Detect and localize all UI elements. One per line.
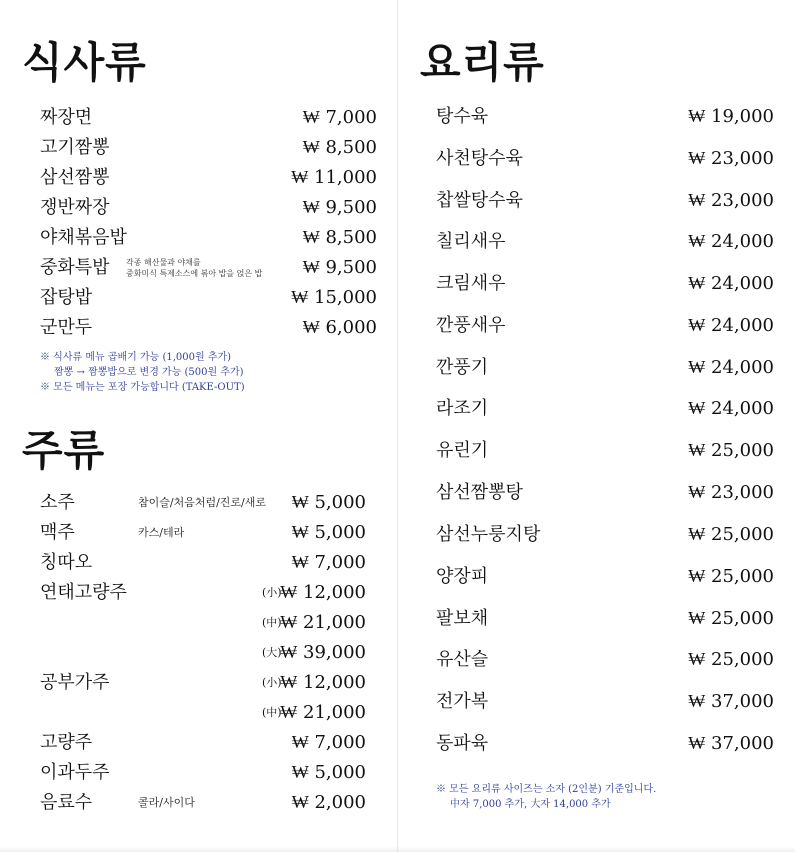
drink-brands: 참이슬/처음처럼/진로/새로 [138,496,267,509]
dish-price: ₩ 25,000 [688,608,774,629]
meal-price: ₩ 11,000 [291,167,377,188]
drink-price: ₩ 12,000 [280,672,366,693]
drink-price: ₩ 39,000 [280,642,366,663]
dish-name: 동파육 [436,733,489,754]
dish-item [436,354,774,382]
dish-name: 찹쌀탕수육 [436,190,523,211]
drink-name: 칭따오 [40,552,93,573]
drink-name: 음료수 [40,792,93,813]
drink-item [40,549,366,577]
footnote-line: 짬뽕 → 짬뽕밥으로 변경 가능 (500원 추가) [54,367,244,378]
meal-price: ₩ 15,000 [291,287,377,308]
meal-description-line: 각종 해산물과 야채를 [126,258,201,267]
drink-item [40,789,366,817]
meal-item [40,164,377,192]
drink-price: ₩ 12,000 [280,582,366,603]
dish-name: 깐풍새우 [436,315,506,336]
page-spine [397,0,398,852]
meal-price: ₩ 8,500 [302,227,377,248]
dish-item [436,312,774,340]
dish-name: 삼선누룽지탕 [436,524,541,545]
meal-price: ₩ 7,000 [302,107,377,128]
dish-item [436,479,774,507]
drink-item [40,669,366,697]
dish-item [436,228,774,256]
drink-price: ₩ 21,000 [280,612,366,633]
meal-name: 쟁반짜장 [40,197,110,218]
meal-item [40,134,377,162]
dish-price: ₩ 25,000 [688,524,774,545]
drink-name: 연태고량주 [40,582,127,603]
footnote-line: ※ 모든 메뉴는 포장 가능합니다 (TAKE-OUT) [40,382,245,393]
dish-name: 전가복 [436,691,489,712]
footnote-line: 中자 7,000 추가, 大자 14,000 추가 [450,799,611,810]
dishes-title: 요리류 [420,38,545,87]
drink-item [40,759,366,787]
dish-price: ₩ 24,000 [688,231,774,252]
footnote-line: ※ 식사류 메뉴 곱배기 가능 (1,000원 추가) [40,352,232,363]
drink-item [40,729,366,757]
drink-name: 소주 [40,492,75,513]
dish-item [436,730,774,758]
meal-item [40,254,377,282]
meal-name: 중화특밥 [40,257,110,278]
meals-title: 식사류 [22,38,147,87]
footnote-line: ※ 모든 요리류 사이즈는 소자 (2인분) 기준입니다. [436,784,657,795]
dish-name: 칠리새우 [436,231,506,252]
dish-name: 사천탕수육 [436,148,523,169]
drink-brands: 콜라/사이다 [138,796,195,809]
drink-name: 이과두주 [40,762,110,783]
dish-item [436,145,774,173]
drink-price: ₩ 2,000 [291,792,366,813]
dish-item [436,563,774,591]
dish-price: ₩ 25,000 [688,566,774,587]
dish-price: ₩ 23,000 [688,482,774,503]
meal-name: 짜장면 [40,107,93,128]
meal-description-line: 중화미식 특제소스에 볶아 밥을 얹은 밥 [126,269,263,278]
dish-item [436,521,774,549]
meal-price: ₩ 6,000 [302,317,377,338]
dish-price: ₩ 19,000 [688,106,774,127]
dish-item [436,605,774,633]
meal-item [40,194,377,222]
drink-price: ₩ 21,000 [280,702,366,723]
meal-price: ₩ 9,500 [302,197,377,218]
dish-price: ₩ 23,000 [688,190,774,211]
meal-name: 군만두 [40,317,93,338]
drink-name: 공부가주 [40,672,110,693]
dish-name: 팔보채 [436,608,489,629]
dish-item [436,395,774,423]
dish-name: 크림새우 [436,273,506,294]
dish-name: 탕수육 [436,106,489,127]
drink-item [40,519,366,547]
dish-name: 양장피 [436,566,489,587]
meal-name: 고기짬뽕 [40,137,110,158]
meal-item [40,314,377,342]
drink-size: (小) [262,676,282,689]
drink-price: ₩ 7,000 [291,552,366,573]
meals-footnote [40,350,245,395]
meal-price: ₩ 8,500 [302,137,377,158]
dish-name: 라조기 [436,398,489,419]
dish-price: ₩ 24,000 [688,357,774,378]
dish-name: 삼선짬뽕탕 [436,482,523,503]
meal-name: 야채볶음밥 [40,227,127,248]
dish-price: ₩ 25,000 [688,440,774,461]
meal-name: 삼선짬뽕 [40,167,110,188]
drink-brands: 카스/테라 [138,526,185,539]
drink-price: ₩ 7,000 [291,732,366,753]
drink-item [40,609,366,637]
dish-price: ₩ 25,000 [688,649,774,670]
meal-price: ₩ 9,500 [302,257,377,278]
meal-item [40,284,377,312]
dish-item [436,103,774,131]
drink-price: ₩ 5,000 [291,522,366,543]
page-bottom-shadow [0,846,795,852]
meal-item [40,224,377,252]
dish-price: ₩ 24,000 [688,315,774,336]
drinks-title: 주류 [22,426,106,475]
drink-name: 고량주 [40,732,93,753]
dish-price: ₩ 24,000 [688,273,774,294]
drink-price: ₩ 5,000 [291,492,366,513]
dish-item [436,688,774,716]
dish-name: 유린기 [436,440,489,461]
drink-size: (中) [262,616,282,629]
dishes-footnote [436,782,656,812]
drink-size: (中) [262,706,282,719]
dish-name: 유산슬 [436,649,489,670]
dish-name: 깐풍기 [436,357,489,378]
drink-item [40,489,366,517]
dish-price: ₩ 37,000 [688,691,774,712]
meal-name: 잡탕밥 [40,287,93,308]
dish-item [436,646,774,674]
dish-price: ₩ 24,000 [688,398,774,419]
drink-name: 맥주 [40,522,75,543]
drink-size: (小) [262,586,282,599]
meal-description [126,257,262,279]
drink-item [40,699,366,727]
meal-item [40,104,377,132]
drink-item [40,639,366,667]
dish-price: ₩ 23,000 [688,148,774,169]
drink-price: ₩ 5,000 [291,762,366,783]
dish-price: ₩ 37,000 [688,733,774,754]
dish-item [436,437,774,465]
dish-item [436,187,774,215]
drink-size: (大) [262,646,282,659]
drink-item [40,579,366,607]
dish-item [436,270,774,298]
